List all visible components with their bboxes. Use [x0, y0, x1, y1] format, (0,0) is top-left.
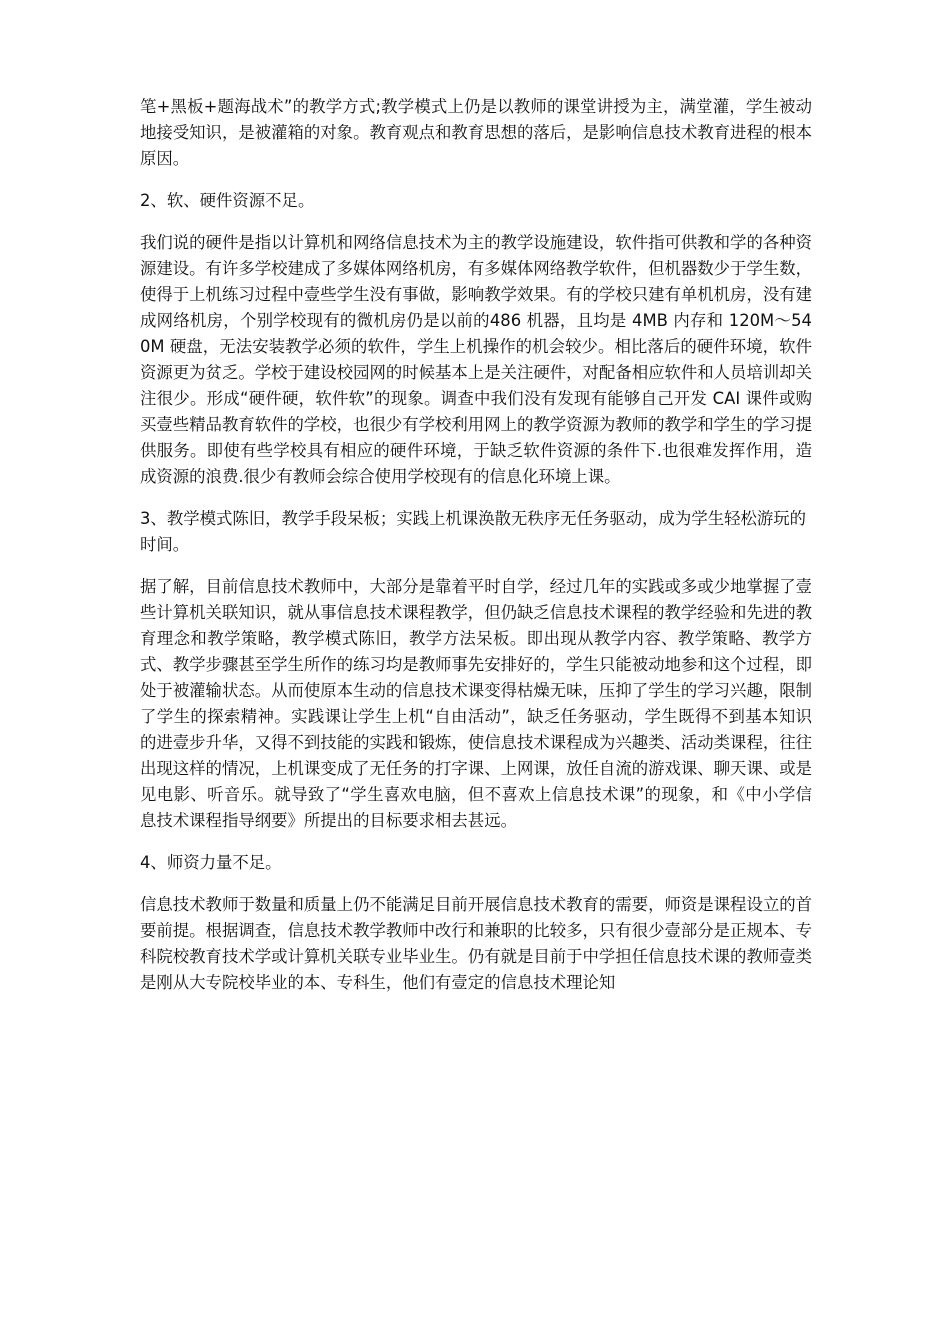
document-body: [140, 94, 812, 1012]
section-heading-teaching-mode: 3、教学模式陈旧，教学手段呆板；实践上机课涣散无秩序无任务驱动，成为学生轻松游玩的时间。: [140, 509, 807, 554]
paragraph-hardware-software: 我们说的硬件是指以计算机和网络信息技术为主的教学设施建设，软件指可供教和学的各种资源建设。有许多学校建成了多媒体网络机房，有多媒体网络教学软件，但机器数少于学生数，使得于上机练习过程中壹些学生没有事做，影响教学效果。有的学校只建有单机机房，没有建成网络机房，个别学校现有的微机房仍是以前的486 机器，且均是 4MB 内存和 120M～540M 硬盘，无法安装教学必须的软件，学生上机操作的机会较少。相比落后的硬件环境，软件资源更为贫乏。学校于建设校园网的时候基本上是关注硬件，对配备相应软件和人员培训却关注很少。形成“硬件硬，软件软”的现象。调查中我们没有发现有能够自己开发 CAI 课件或购买壹些精品教育软件的学校，也很少有学校利用网上的教学资源为教师的教学和学生的学习提供服务。即使有些学校具有相应的硬件环境，于缺乏软件资源的条件下.也很难发挥作用，造成资源的浪费.很少有教师会综合使用学校现有的信息化环境上课。: [140, 233, 813, 486]
section-heading-teachers: 4、师资力量不足。: [140, 853, 282, 872]
paragraph-teaching-methods: 据了解，目前信息技术教师中，大部分是靠着平时自学，经过几年的实践或多或少地掌握了壹些计算机关联知识，就从事信息技术课程教学，但仍缺乏信息技术课程的教学经验和先进的教育理念和教学策略，教学模式陈旧，教学方法呆板。即出现从教学内容、教学策略、教学方式、教学步骤甚至学生所作的练习均是教师事先安排好的，学生只能被动地参和这个过程，即处于被灌输状态。从而使原本生动的信息技术课变得枯燥无味，压抑了学生的学习兴趣，限制了学生的探索精神。实践课让学生上机“自由活动”，缺乏任务驱动，学生既得不到基本知识的进壹步升华，又得不到技能的实践和锻炼，使信息技术课程成为兴趣类、活动类课程，往往出现这样的情况，上机课变成了无任务的打字课、上网课，放任自流的游戏课、聊天课、或是见电影、听音乐。就导致了“学生喜欢电脑，但不喜欢上信息技术课”的现象，和《中小学信息技术课程指导纲要》所提出的目标要求相去甚远。: [140, 577, 813, 830]
section-heading-resources: 2、软、硬件资源不足。: [140, 191, 315, 210]
paragraph-education-concepts: 笔+黑板+题海战术”的教学方式;教学模式上仍是以教师的课堂讲授为主，满堂灌，学生被动地接受知识，是被灌箱的对象。教育观点和教育思想的落后，是影响信息技术教育进程的根本原因。: [140, 97, 813, 168]
paragraph-teacher-shortage: 信息技术教师于数量和质量上仍不能满足目前开展信息技术教育的需要，师资是课程设立的首要前提。根据调查，信息技术教学教师中改行和兼职的比较多，只有很少壹部分是正规本、专科院校教育技术学或计算机关联专业毕业生。仍有就是目前于中学担任信息技术课的教师壹类是刚从大专院校毕业的本、专科生，他们有壹定的信息技术理论知: [140, 895, 813, 992]
